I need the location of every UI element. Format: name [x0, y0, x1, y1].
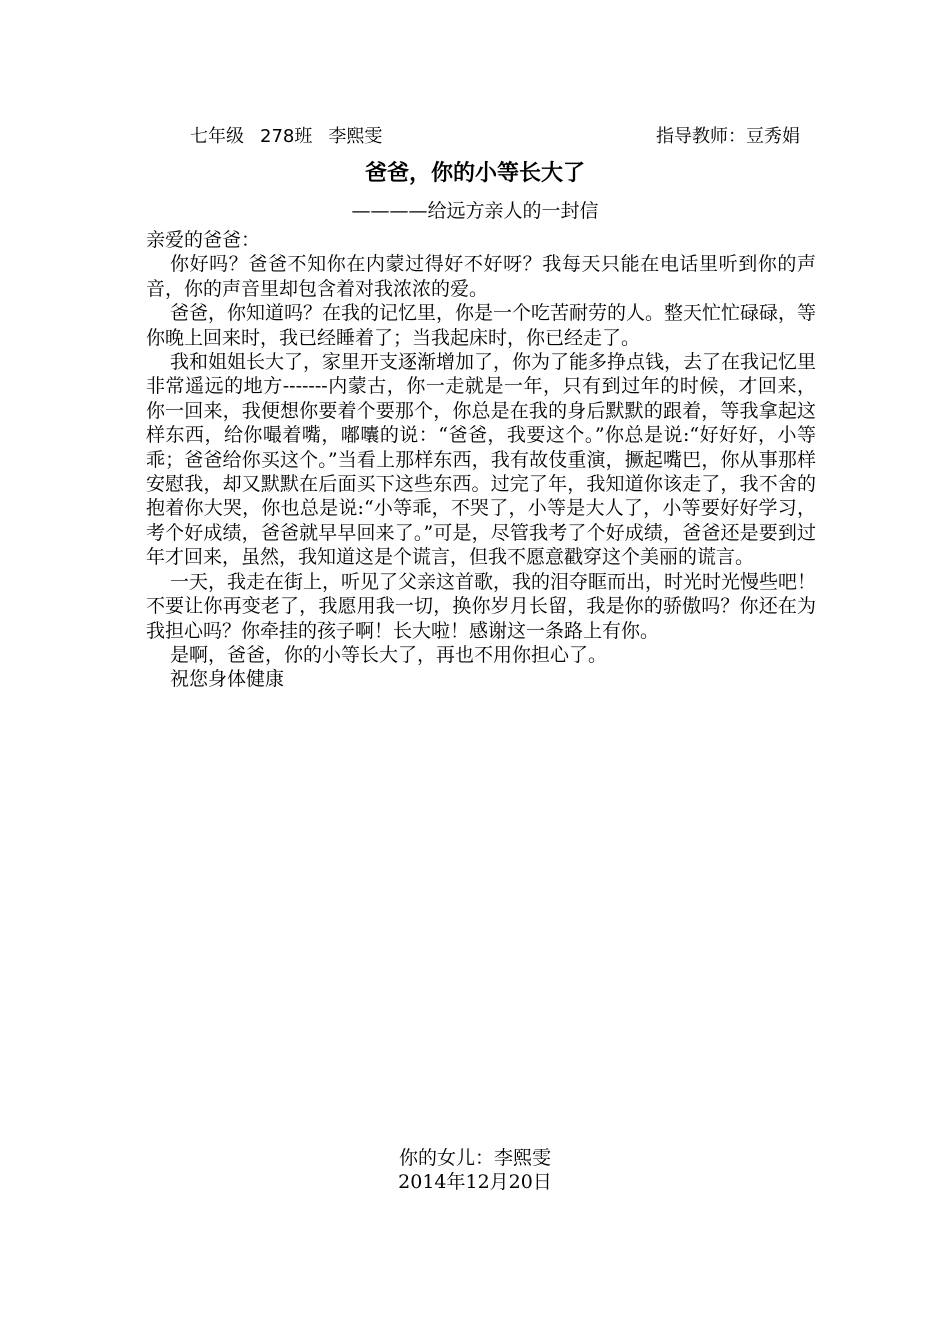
grade: 七年级	[190, 126, 244, 147]
paragraph-2: 爸爸，你知道吗？在我的记忆里，你是一个吃苦耐劳的人。整天忙忙碌碌，等你晚上回来时，我已经睡着了；当我起床时，你已经走了。	[146, 302, 817, 349]
header	[190, 124, 800, 150]
letter-title: 爸爸，你的小等长大了	[364, 161, 585, 186]
student-info	[190, 124, 398, 150]
paragraph-1: 你好吗？爸爸不知你在内蒙过得好不好呀？我每天只能在电话里听到你的声音，你的声音里却包含着对我浓浓的爱。	[146, 253, 816, 300]
letter-date: 2014年12月20日	[398, 1171, 552, 1193]
paragraph-5: 是啊，爸爸，你的小等长大了，再也不用你担心了。	[170, 643, 608, 666]
letter-body	[146, 228, 816, 692]
closing-wish: 祝您身体健康	[170, 668, 285, 691]
class-name: 278班	[260, 126, 313, 147]
letter-subtitle: ————给远方亲人的一封信	[351, 200, 599, 222]
paragraph-3: 我和姐姐长大了，家里开支逐渐增加了，你为了能多挣点钱，去了在我记忆里非常遥远的地方-------内蒙古，你一走就是一年，只有到过年的时候，才回来，你一回来，我便想你要着个要那个，你总是在我的身后默默的跟着，等我拿起这样东西，给你嘬着嘴，嘟囔的说：“爸爸，我要这个。”你总是说:“好好好，小等乖；爸爸给你买这个。”当看上那样东西，我有故伎重演，撅起嘴巴，你从事那样安慰我，却又默默在后面买下这些东西。过完了年，我知道你该走了，我不舍的抱着你大哭，你也总是说:“小等乖，不哭了，小等是大人了，小等要好好学习，考个好成绩，爸爸就早早回来了。”可是，尽管我考了个好成绩，爸爸还是要到过年才回来，虽然，我知道这是个谎言，但我不愿意戳穿这个美丽的谎言。	[146, 351, 817, 569]
teacher-info: 指导教师：豆秀娟	[656, 126, 800, 147]
greeting: 亲爱的爸爸：	[146, 229, 261, 251]
student-name: 李熙雯	[328, 126, 383, 147]
paragraph-4: 一天，我走在街上，听见了父亲这首歌，我的泪夺眶而出，时光时光慢些吧！不要让你再变老了，我愿用我一切，换你岁月长留，我是你的骄傲吗？你还在为我担心吗？你牵挂的孩子啊！长大啦！感谢这一条路上有你。	[146, 570, 817, 642]
signature-block	[0, 1146, 950, 1194]
sender: 你的女儿：李熙雯	[398, 1147, 551, 1169]
